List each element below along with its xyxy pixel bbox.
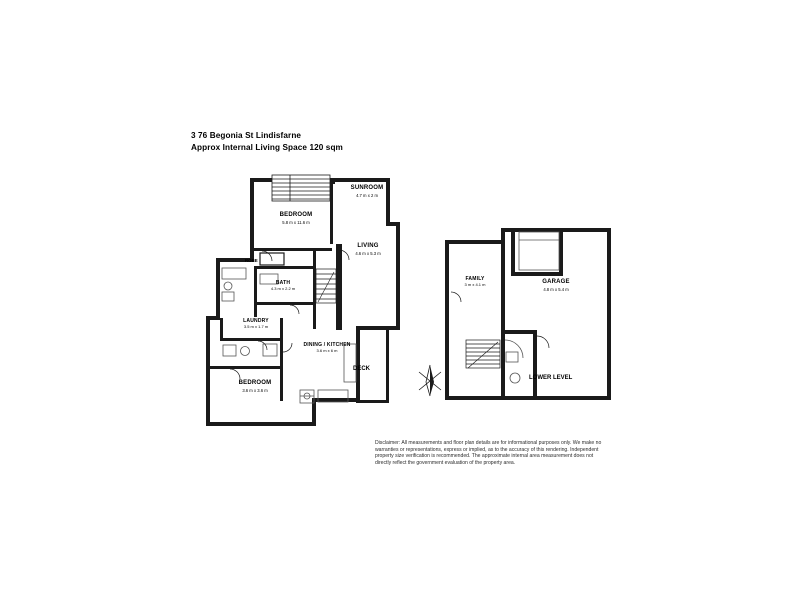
room-name: FAMILY	[465, 276, 485, 282]
annotation-robe: ROBE	[245, 258, 258, 263]
stairs-lower-icon	[466, 340, 500, 368]
room-label-garage	[496, 279, 616, 292]
room-name: GARAGE	[542, 279, 570, 285]
room-label-living	[308, 243, 428, 256]
room-name: SUNROOM	[350, 185, 384, 191]
room-name: DINING / KITCHEN	[303, 342, 351, 348]
room-dimensions: 3.6 m x 3.6 m	[242, 387, 268, 393]
plan-title	[191, 130, 421, 153]
plan-address: 3 76 Begonia St Lindisfarne	[191, 131, 302, 140]
room-name: BEDROOM	[238, 380, 272, 386]
room-dimensions: 4.7 m x 2 m	[356, 192, 378, 198]
room-label-sunroom	[307, 185, 427, 198]
room-dimensions: 4.6 m x 5.3 m	[355, 250, 381, 256]
room-dimensions: 3.6 m x 6 m	[316, 348, 338, 354]
annotation-lower-level: LOWER LEVEL	[529, 375, 573, 381]
room-name: LIVING	[357, 243, 379, 249]
room-label-dining-kitchen	[267, 342, 387, 353]
room-label-bath	[223, 280, 343, 291]
room-label-bedroom	[195, 380, 315, 393]
room-name: BATH	[275, 280, 291, 286]
room-dimensions: 4.3 m x 2.2 m	[270, 286, 296, 292]
room-label-bedroom	[236, 212, 356, 225]
room-dimensions: 3.5 m x 1.7 m	[243, 324, 269, 330]
room-dimensions: 5.8 m x 11.6 m	[282, 219, 310, 225]
room-label-laundry	[196, 318, 316, 329]
disclaimer-text: Disclaimer: All measurements and floor plan details are for informational purposes only. We make no warranties or representations, express or implied, as to the accuracy of this rendering. Independent property size verification is recommended. The approximate internal area measurement does not directly reflect the government evaluation of the property area.	[375, 440, 602, 466]
annotation-deck: DECK	[353, 366, 371, 372]
room-name: LAUNDRY	[243, 318, 269, 324]
room-name: BEDROOM	[279, 212, 313, 218]
plan-area: Approx Internal Living Space 120 sqm	[191, 142, 343, 152]
room-dimensions: 3 m x 4.1 m	[464, 282, 486, 288]
room-dimensions: 4.8 m x 5.4 m	[543, 286, 569, 292]
